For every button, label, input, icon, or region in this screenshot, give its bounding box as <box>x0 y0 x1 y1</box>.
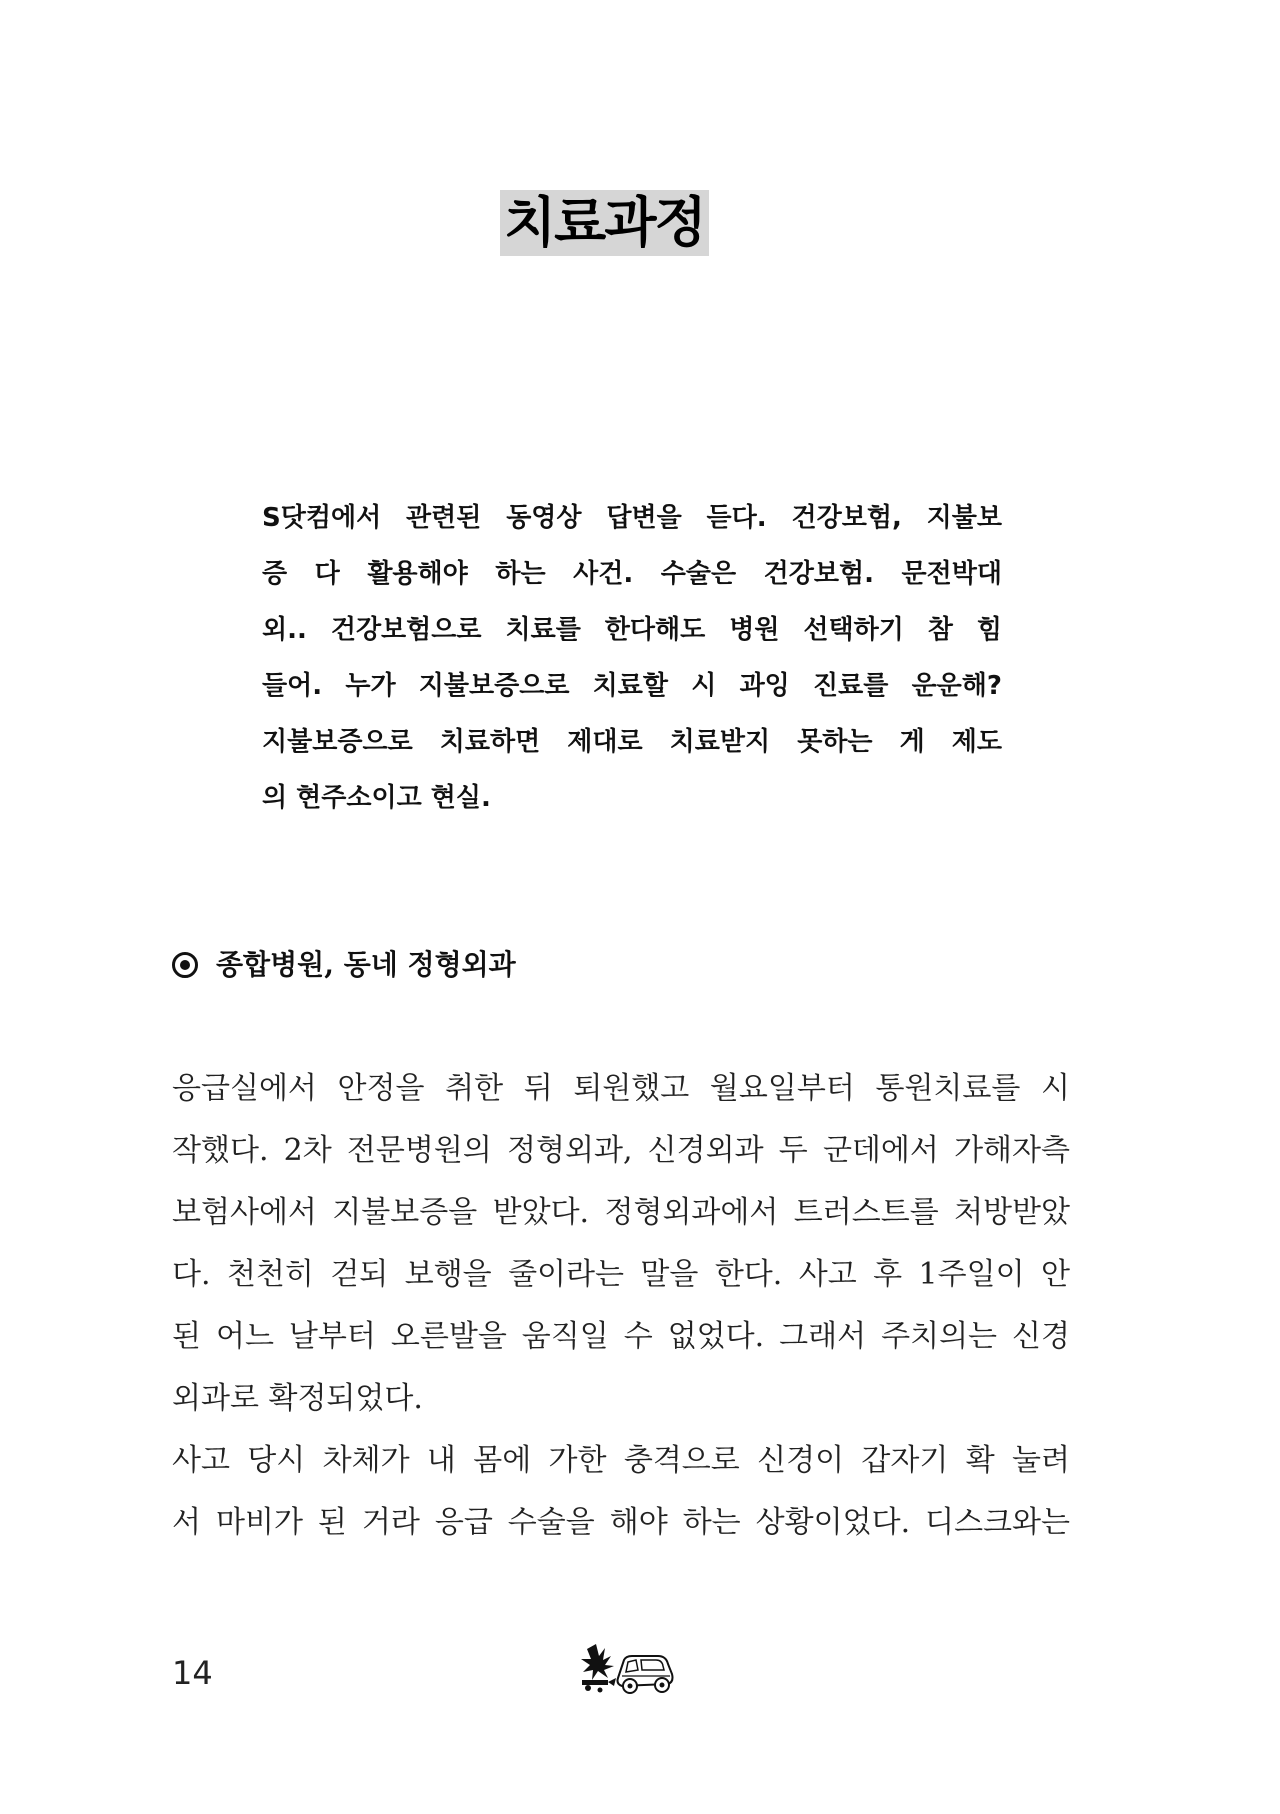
intro-line: 의 현주소이고 현실. <box>262 783 491 813</box>
intro-line: 들어. 누가 지불보증으로 치료할 시 과잉 진료를 운운해? <box>262 671 1002 701</box>
body-paragraph <box>172 1058 1070 1554</box>
page-number: 14 <box>172 1654 213 1692</box>
body-line: 사고 당시 차체가 내 몸에 가한 충격으로 신경이 갑자기 확 눌려 <box>172 1443 1070 1478</box>
body-line: 된 어느 날부터 오른발을 움직일 수 없었다. 그래서 주치의는 신경 <box>172 1319 1070 1354</box>
intro-line: 외.. 건강보험으로 치료를 한다해도 병원 선택하기 참 힘 <box>262 615 1002 645</box>
page-title: 치료과정 <box>500 190 709 256</box>
car-accident-icon <box>578 1638 678 1696</box>
body-line: 응급실에서 안정을 취한 뒤 퇴원했고 월요일부터 통원치료를 시 <box>172 1071 1070 1106</box>
intro-line: 지불보증으로 치료하면 제대로 치료받지 못하는 게 제도 <box>262 727 1002 757</box>
intro-line: S닷컴에서 관련된 동영상 답변을 듣다. 건강보험, 지불보 <box>262 503 1002 533</box>
body-line: 작했다. 2차 전문병원의 정형외과, 신경외과 두 군데에서 가해자측 <box>172 1133 1070 1168</box>
intro-line: 증 다 활용해야 하는 사건. 수술은 건강보험. 문전박대 <box>262 559 1002 589</box>
body-line: 서 마비가 된 거라 응급 수술을 해야 하는 상황이었다. 디스크와는 <box>172 1505 1070 1540</box>
section-heading <box>172 940 516 990</box>
bullseye-bullet-icon <box>172 952 198 978</box>
body-line: 보험사에서 지불보증을 받았다. 정형외과에서 트러스트를 처방받았 <box>172 1195 1070 1230</box>
body-line: 외과로 확정되었다. <box>172 1381 423 1416</box>
section-heading-text: 종합병원, 동네 정형외과 <box>216 948 516 981</box>
intro-paragraph <box>262 490 1002 826</box>
body-line: 다. 천천히 걷되 보행을 줄이라는 말을 한다. 사고 후 1주일이 안 <box>172 1257 1070 1292</box>
